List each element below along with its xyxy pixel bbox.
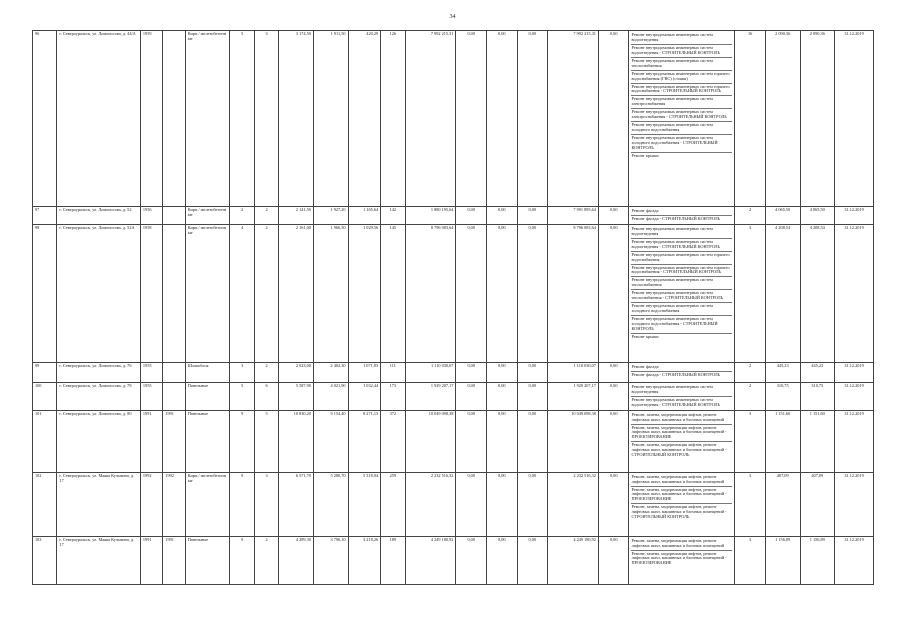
fund-cost: 0,00 — [456, 362, 487, 382]
owners-cost: 7 991 895,64 — [548, 207, 599, 225]
public-area: 420,29 — [348, 31, 381, 207]
floors-count: 4 — [230, 224, 254, 362]
work-item: Ремонт внутридомовых инженерных систем горячего водоснабжения - СТРОИТЕЛЬНЫЙ КОНТРОЛЬ — [631, 84, 732, 97]
max-cost: 407,09 — [800, 472, 835, 536]
row-number: 99 — [33, 362, 57, 382]
works-cell — [629, 224, 735, 362]
address-cell: г. Североуральск, ул. Ломоносова, д. 78 — [57, 382, 140, 410]
owners-cost: 8 796 083,64 — [548, 224, 599, 362]
residents-count: 111 — [381, 362, 405, 382]
register-table — [32, 30, 874, 585]
local-cost: 0,00 — [517, 31, 548, 207]
work-item: Ремонт, замена, модернизация лифтов, ремонт лифтовых шахт, машинных и блочных помещений - ПРОЕКТИРОВАНИЕ — [631, 487, 732, 505]
deadline-date: 31.12.2019 — [835, 207, 874, 225]
table-row — [33, 31, 874, 207]
register-table-container — [32, 30, 874, 610]
works-cell — [629, 536, 735, 584]
owners-cost: 1 929 207,17 — [548, 382, 599, 410]
residents-count: 142 — [381, 207, 405, 225]
fund-cost: 0,00 — [456, 536, 487, 584]
total-area: 4 289,30 — [279, 536, 314, 584]
total-cost: 1 880 195,64 — [405, 207, 456, 225]
wall-material: Панельные — [185, 410, 230, 472]
living-area: 5 280,70 — [313, 472, 348, 536]
work-item: Ремонт внутридомовых инженерных систем холодного водоснабжения — [631, 303, 732, 316]
max-cost: 2 090,36 — [800, 31, 835, 207]
table-row — [33, 382, 874, 410]
other-cost: 0,00 — [598, 472, 629, 536]
unit-count: 2 — [735, 207, 766, 225]
local-cost: 0,00 — [517, 382, 548, 410]
row-number: 102 — [33, 472, 57, 536]
address-cell: г. Североуральск, ул. Ломоносова, д. 76 — [57, 362, 140, 382]
wall-material: Панельные — [185, 382, 230, 410]
deadline-date: 31.12.2019 — [835, 410, 874, 472]
unit-count: 3 — [735, 472, 766, 536]
address-cell: г. Североуральск, ул. Ломоносова, д. 52А — [57, 224, 140, 362]
floors-count: 9 — [230, 536, 254, 584]
living-area: 3 796,10 — [313, 536, 348, 584]
row-number: 100 — [33, 382, 57, 410]
wall-material: Кирп./ железобетонн ые — [185, 224, 230, 362]
row-number: 98 — [33, 224, 57, 362]
deadline-date: 31.12.2019 — [835, 536, 874, 584]
overhaul-year: 1991 — [163, 536, 185, 584]
deadline-date: 31.12.2019 — [835, 224, 874, 362]
unit-cost: 1 156,89 — [765, 536, 800, 584]
row-number: 103 — [33, 536, 57, 584]
work-item: Ремонт внутридомовых инженерных систем теплоснабжения - СТРОИТЕЛЬНЫЙ КОНТРОЛЬ — [631, 290, 732, 303]
unit-count: 2 — [735, 362, 766, 382]
work-item: Ремонт фасада - СТРОИТЕЛЬНЫЙ КОНТРОЛЬ — [631, 215, 721, 221]
work-item: Ремонт внутридомовых инженерных систем холодного водоснабжения - СТРОИТЕЛЬНЫЙ КОНТРОЛЬ — [631, 316, 732, 334]
other-cost: 0,00 — [598, 31, 629, 207]
table-row — [33, 224, 874, 362]
work-item: Ремонт, замена, модернизация лифтов, ремонт лифтовых шахт, машинных и блочных помещений — [631, 474, 732, 487]
overhaul-year — [163, 224, 185, 362]
region-cost: 0,00 — [486, 362, 517, 382]
work-item: Ремонт крыши — [631, 333, 659, 339]
work-item: Ремонт внутридомовых инженерных систем теплоснабжения — [631, 277, 732, 290]
other-cost: 0,00 — [598, 207, 629, 225]
unit-count: 3 — [735, 410, 766, 472]
floors-count: 9 — [230, 472, 254, 536]
table-body — [33, 31, 874, 585]
living-area: 1 966,50 — [313, 224, 348, 362]
unit-cost: 2 090,36 — [765, 31, 800, 207]
total-cost: 7 992 215,31 — [405, 31, 456, 207]
owners-cost: 1 110 030,07 — [548, 362, 599, 382]
wall-material: Кирп./ железобетонн ые — [185, 31, 230, 207]
living-area: 1 927,20 — [313, 207, 348, 225]
commission-year: 1955 — [140, 382, 162, 410]
work-item: Ремонт внутридомовых инженерных систем холодного водоснабжения — [631, 122, 732, 135]
living-area: 1 911,50 — [313, 31, 348, 207]
entrances-count: 3 — [254, 472, 278, 536]
total-cost: 1 929 207,17 — [405, 382, 456, 410]
works-cell — [629, 382, 735, 410]
works-cell — [629, 362, 735, 382]
row-number: 96 — [33, 31, 57, 207]
residents-count: 126 — [381, 31, 405, 207]
works-cell — [629, 31, 735, 207]
public-area: 3 218,26 — [348, 536, 381, 584]
unit-count: 16 — [735, 31, 766, 207]
unit-cost: 445,23 — [765, 362, 800, 382]
max-cost: 1 156,89 — [800, 536, 835, 584]
max-cost: 310,75 — [800, 382, 835, 410]
local-cost: 0,00 — [517, 410, 548, 472]
wall-material: Панельные — [185, 536, 230, 584]
region-cost: 0,00 — [486, 207, 517, 225]
public-area: 1 032,44 — [348, 382, 381, 410]
address-cell: г. Североуральск, ул. Ломоносова, д. 44/А — [57, 31, 140, 207]
public-area: 1 029,56 — [348, 224, 381, 362]
living-area: 9 154,40 — [313, 410, 348, 472]
local-cost: 0,00 — [517, 362, 548, 382]
unit-cost: 1 151,60 — [765, 410, 800, 472]
deadline-date: 31.12.2019 — [835, 362, 874, 382]
row-number: 97 — [33, 207, 57, 225]
unit-cost: 407,09 — [765, 472, 800, 536]
max-cost: 1 151,60 — [800, 410, 835, 472]
fund-cost: 0,00 — [456, 31, 487, 207]
row-number: 101 — [33, 410, 57, 472]
address-cell: г. Североуральск, ул. Ломоносова, д. 80 — [57, 410, 140, 472]
fund-cost: 0,00 — [456, 224, 487, 362]
public-area: 8 271,13 — [348, 410, 381, 472]
entrances-count: 5 — [254, 410, 278, 472]
commission-year: 1991 — [140, 536, 162, 584]
overhaul-year: 1992 — [163, 472, 185, 536]
floors-count: 9 — [230, 410, 254, 472]
commission-year: 1992 — [140, 472, 162, 536]
work-item: Ремонт, замена, модернизация лифтов, ремонт лифтовых шахт, машинных и блочных помещений - ПРОЕКТИРОВАНИЕ — [631, 425, 732, 443]
living-area: 4 021,90 — [313, 382, 348, 410]
work-item: Ремонт внутридомовых инженерных систем водоотведения — [631, 226, 732, 239]
overhaul-year — [163, 31, 185, 207]
total-cost: 1 110 030,07 — [405, 362, 456, 382]
total-area: 10 830,20 — [279, 410, 314, 472]
residents-count: 173 — [381, 382, 405, 410]
work-item: Ремонт внутридомовых инженерных систем водоотведения — [631, 384, 732, 397]
local-cost: 0,00 — [517, 224, 548, 362]
unit-cost: 4 065,50 — [765, 207, 800, 225]
table-row — [33, 362, 874, 382]
local-cost: 0,00 — [517, 472, 548, 536]
living-area: 2 402,30 — [313, 362, 348, 382]
entrances-count: 2 — [254, 362, 278, 382]
region-cost: 0,00 — [486, 382, 517, 410]
page-number: 34 — [449, 14, 456, 20]
work-item: Ремонт фасада — [631, 208, 732, 216]
total-area: 2 023,00 — [279, 362, 314, 382]
max-cost: 4 208,54 — [800, 224, 835, 362]
works-cell — [629, 207, 735, 225]
work-item: Ремонт внутридомовых инженерных систем водоотведения — [631, 32, 732, 45]
total-cost: 2 232 516,32 — [405, 472, 456, 536]
overhaul-year — [163, 362, 185, 382]
region-cost: 0,00 — [486, 536, 517, 584]
work-item: Ремонт фасада - СТРОИТЕЛЬНЫЙ КОНТРОЛЬ — [631, 371, 721, 377]
wall-material: Кирп./ железобетонн ые — [185, 207, 230, 225]
entrances-count: 2 — [254, 536, 278, 584]
floors-count: 5 — [230, 382, 254, 410]
work-item: Ремонт внутридомовых инженерных систем холодного водоснабжения - СТРОИТЕЛЬНЫЙ КОНТРОЛЬ — [631, 135, 732, 153]
work-item: Ремонт внутридомовых инженерных систем электроснабжения - СТРОИТЕЛЬНЫЙ КОНТРОЛЬ — [631, 109, 732, 122]
floors-count: 5 — [230, 31, 254, 207]
other-cost: 0,00 — [598, 224, 629, 362]
residents-count: 145 — [381, 224, 405, 362]
local-cost: 0,00 — [517, 536, 548, 584]
fund-cost: 0,00 — [456, 207, 487, 225]
wall-material: Шлакоблок — [185, 362, 230, 382]
table-row — [33, 207, 874, 225]
entrances-count: 2 — [254, 224, 278, 362]
region-cost: 0,00 — [486, 224, 517, 362]
residents-count: 372 — [381, 410, 405, 472]
work-item: Ремонт внутридомовых инженерных систем горячего водоснабжения (ГВС) (стояки) — [631, 71, 732, 84]
max-cost: 445,23 — [800, 362, 835, 382]
owners-cost: 10 049 098,38 — [548, 410, 599, 472]
works-cell — [629, 472, 735, 536]
total-area: 5 587,90 — [279, 382, 314, 410]
work-item: Ремонт крыши — [631, 152, 659, 158]
owners-cost: 7 992 215,31 — [548, 31, 599, 207]
work-item: Ремонт внутридомовых инженерных систем теплоснабжения — [631, 58, 732, 71]
wall-material: Кирп./ железобетонн ые — [185, 472, 230, 536]
table-row — [33, 536, 874, 584]
work-item: Ремонт внутридомовых инженерных систем электроснабжения — [631, 96, 732, 109]
region-cost: 0,00 — [486, 472, 517, 536]
other-cost: 0,00 — [598, 382, 629, 410]
total-area: 2 161,00 — [279, 224, 314, 362]
total-cost: 8 796 083,64 — [405, 224, 456, 362]
table-row — [33, 410, 874, 472]
address-cell: г. Североуральск, ул. Маяка Кузьмина, д. 17 — [57, 472, 140, 536]
commission-year: 1955 — [140, 362, 162, 382]
work-item: Ремонт внутридомовых инженерных систем водоотведения - СТРОИТЕЛЬНЫЙ КОНТРОЛЬ — [631, 396, 720, 407]
overhaul-year — [163, 207, 185, 225]
unit-count: 3 — [735, 224, 766, 362]
work-item: Ремонт, замена, модернизация лифтов, ремонт лифтовых шахт, машинных и блочных помещений - ПРОЕКТИРОВАНИЕ — [631, 550, 727, 566]
work-item: Ремонт, замена, модернизация лифтов, ремонт лифтовых шахт, машинных и блочных помещений — [631, 412, 732, 425]
address-cell: г. Североуральск, ул. Ломоносова, д. 52 — [57, 207, 140, 225]
unit-cost: 310,75 — [765, 382, 800, 410]
unit-cost: 4 208,54 — [765, 224, 800, 362]
fund-cost: 0,00 — [456, 382, 487, 410]
work-item: Ремонт внутридомовых инженерных систем горячего водоснабжения — [631, 252, 732, 265]
residents-count: 189 — [381, 536, 405, 584]
fund-cost: 0,00 — [456, 472, 487, 536]
entrances-count: 2 — [254, 207, 278, 225]
public-area: 1 165,64 — [348, 207, 381, 225]
total-area: 2 141,50 — [279, 207, 314, 225]
work-item: Ремонт внутридомовых инженерных систем горячего водоснабжения - СТРОИТЕЛЬНЫЙ КОНТРОЛЬ — [631, 265, 732, 278]
work-item: Ремонт внутридомовых инженерных систем водоотведения - СТРОИТЕЛЬНЫЙ КОНТРОЛЬ — [631, 239, 732, 252]
unit-count: 2 — [735, 382, 766, 410]
deadline-date: 31.12.2019 — [835, 472, 874, 536]
other-cost: 0,00 — [598, 536, 629, 584]
total-area: 6 571,70 — [279, 472, 314, 536]
other-cost: 0,00 — [598, 410, 629, 472]
commission-year: 1958 — [140, 224, 162, 362]
owners-cost: 2 232 516,32 — [548, 472, 599, 536]
work-item: Ремонт, замена, модернизация лифтов, ремонт лифтовых шахт, машинных и блочных помещений — [631, 538, 732, 551]
table-row — [33, 472, 874, 536]
residents-count: 259 — [381, 472, 405, 536]
entrances-count: 3 — [254, 31, 278, 207]
unit-count: 3 — [735, 536, 766, 584]
owners-cost: 4 249 180,92 — [548, 536, 599, 584]
total-cost: 4 249 180,92 — [405, 536, 456, 584]
fund-cost: 0,00 — [456, 410, 487, 472]
floors-count: 2 — [230, 207, 254, 225]
commission-year: 1959 — [140, 31, 162, 207]
deadline-date: 31.12.2019 — [835, 382, 874, 410]
total-cost: 10 049 098,38 — [405, 410, 456, 472]
overhaul-year — [163, 382, 185, 410]
address-cell: г. Североуральск, ул. Маяка Кузьмина, д. 17 — [57, 536, 140, 584]
total-area: 3 174,50 — [279, 31, 314, 207]
deadline-date: 31.12.2019 — [835, 31, 874, 207]
max-cost: 4 065,50 — [800, 207, 835, 225]
commission-year: 1956 — [140, 207, 162, 225]
overhaul-year: 1991 — [163, 410, 185, 472]
work-item: Ремонт, замена, модернизация лифтов, ремонт лифтовых шахт, машинных и блочных помещений - СТРОИТЕЛЬНЫЙ КОНТРОЛЬ — [631, 504, 727, 520]
other-cost: 0,00 — [598, 362, 629, 382]
entrances-count: 6 — [254, 382, 278, 410]
public-area: 1 071,03 — [348, 362, 381, 382]
region-cost: 0,00 — [486, 410, 517, 472]
work-item: Ремонт фасада — [631, 364, 732, 372]
region-cost: 0,00 — [486, 31, 517, 207]
commission-year: 1991 — [140, 410, 162, 472]
work-item: Ремонт внутридомовых инженерных систем водоотведения - СТРОИТЕЛЬНЫЙ КОНТРОЛЬ — [631, 45, 732, 58]
floors-count: 3 — [230, 362, 254, 382]
work-item: Ремонт, замена, модернизация лифтов, ремонт лифтовых шахт, машинных и блочных помещений - СТРОИТЕЛЬНЫЙ КОНТРОЛЬ — [631, 442, 727, 458]
public-area: 5 318,04 — [348, 472, 381, 536]
works-cell — [629, 410, 735, 472]
local-cost: 0,00 — [517, 207, 548, 225]
